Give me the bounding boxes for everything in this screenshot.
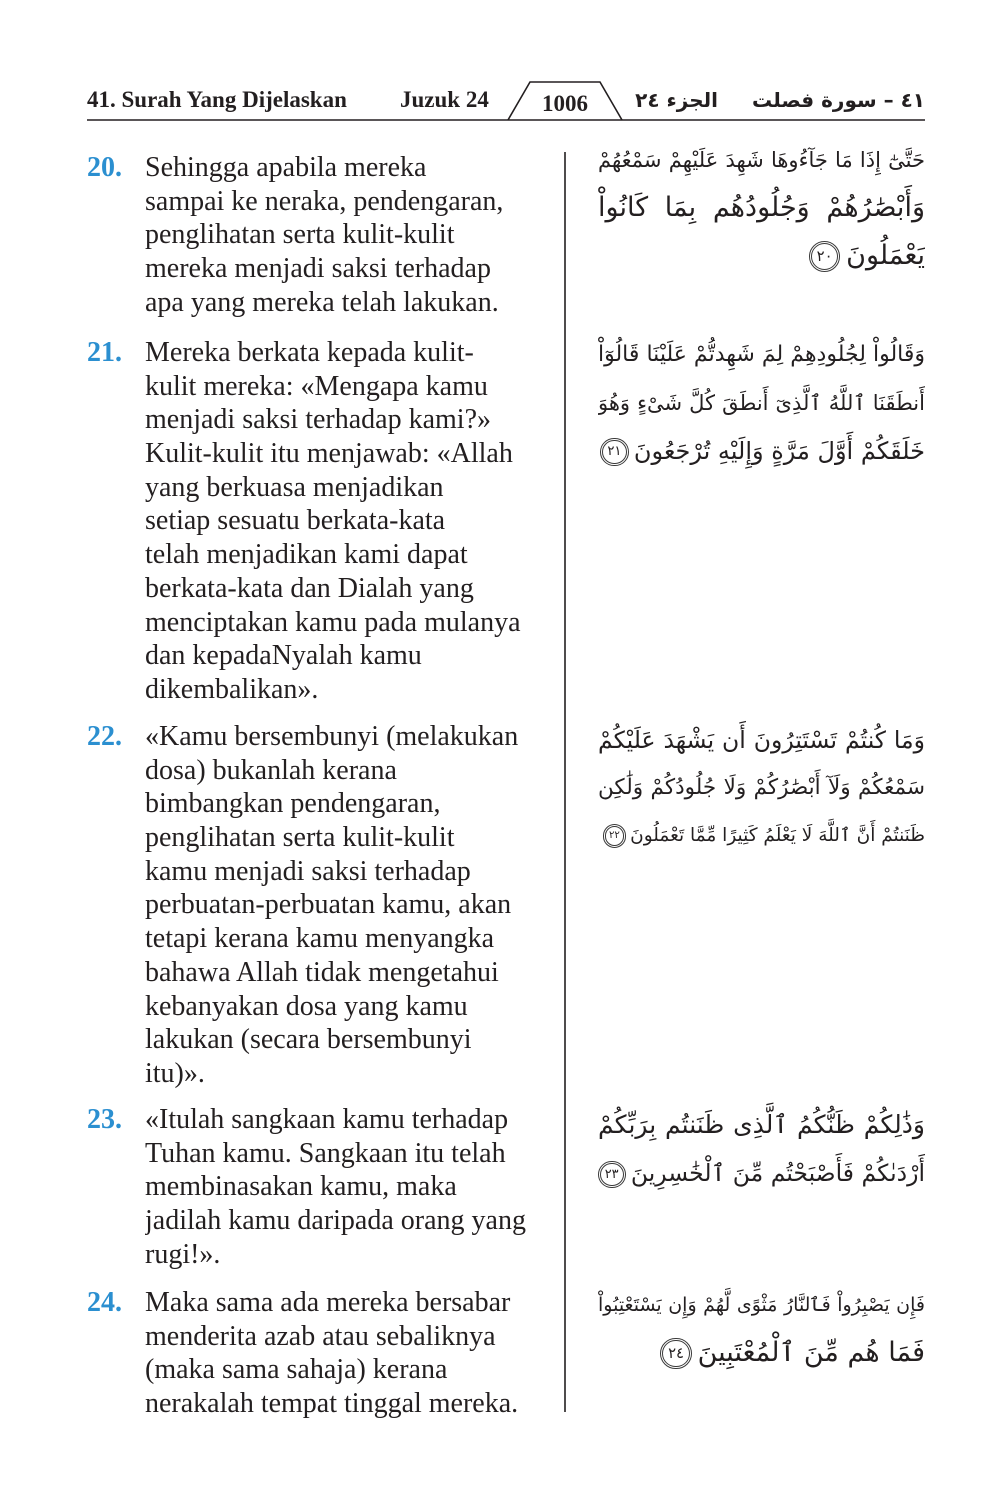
translation-line: itu)». (145, 1057, 205, 1089)
arabic-line-last (598, 1329, 925, 1377)
translation-line: menjadi saksi terhadap kami?» (145, 404, 491, 436)
translation-line: menderita azab atau sebaliknya (145, 1320, 496, 1352)
arabic-block (598, 716, 925, 860)
arabic-line: وَقَالُواْ لِجُلُودِهِمْ لِمَ شَهِدتُّمْ عَلَيْنَا قَالُوٓاْ (598, 342, 925, 367)
translation-line: mereka menjadi saksi terhadap (145, 253, 491, 285)
translation-line: penglihatan serta kulit-kulit (145, 219, 455, 251)
translation-line: lakukan (secara bersembunyi (145, 1024, 472, 1056)
arabic-line-text: أَرْدَىٰكُمْ فَأَصْبَحْتُم مِّنَ ٱلْخَٰسِرِينَ (630, 1159, 925, 1187)
translation-line: setiap sesuatu berkata-kata (145, 505, 446, 537)
arabic-line: أَنطَقَنَا ٱللَّهُ ٱلَّذِىٓ أَنطَقَ كُلَّ شَىْءٍ وَهُوَ (598, 391, 925, 415)
translation-block (145, 336, 557, 707)
arabic-line: وَأَبْصَٰرُهُمْ وَجُلُودُهُم بِمَا كَانُواْ (598, 192, 925, 223)
translation-line: apa yang mereka telah lakukan. (145, 286, 499, 318)
arabic-line: وَمَا كُنتُمْ تَسْتَتِرُونَ أَن يَشْهَدَ عَلَيْكُمْ (598, 726, 925, 754)
translation-line: penglihatan serta kulit-kulit (145, 822, 455, 854)
translation-line: menciptakan kamu pada mulanya (145, 606, 521, 638)
translation-line: dan kepadaNyalah kamu (145, 640, 422, 672)
verse-number: 20. (87, 152, 122, 183)
verse-number: 21. (87, 337, 122, 368)
arabic-line-last (598, 232, 925, 280)
arabic-line: وَذَٰلِكُمْ ظَنُّكُمُ ٱلَّذِى ظَنَنتُم بِرَبِّكُمْ (598, 1110, 925, 1139)
translation-line: kamu menjadi saksi terhadap (145, 855, 471, 887)
verse-end-marker: ٢١ (600, 438, 628, 466)
surah-title-arabic: ٤١ – سورة فصلت (752, 88, 925, 112)
translation-line: perbuatan-perbuatan kamu, akan (145, 889, 512, 921)
translation-block (145, 1286, 557, 1421)
translation-line: bimbangkan pendengaran, (145, 788, 441, 820)
translation-line: Kulit-kulit itu menjawab: «Allah (145, 438, 513, 470)
translation-line: Sehingga apabila mereka (145, 152, 427, 183)
translation-line: membinasakan kamu, maka (145, 1171, 457, 1203)
arabic-line-text: فَمَا هُم مِّنَ ٱلْمُعْتَبِينَ (697, 1337, 925, 1368)
translation-line: jadilah kamu daripada orang yang (145, 1205, 526, 1237)
arabic-block (598, 1281, 925, 1377)
verse-end-marker: ٢٠ (809, 241, 840, 272)
translation-line: (maka sama sahaja) kerana (145, 1354, 448, 1386)
verse-number: 24. (87, 1287, 122, 1318)
juz-label-arabic: الجزء ٢٤ (635, 88, 718, 112)
verse-number: 22. (87, 721, 122, 752)
arabic-line-text: يَعْمَلُونَ (846, 240, 925, 271)
translation-line: Tuhan kamu. Sangkaan itu telah (145, 1137, 506, 1169)
translation-line: Maka sama ada mereka bersabar (145, 1287, 511, 1318)
arabic-line-last (598, 1149, 925, 1197)
arabic-block (598, 1101, 925, 1197)
translation-line: kulit mereka: «Mengapa kamu (145, 370, 488, 402)
arabic-line-text: ظَنَنتُمْ أَنَّ ٱللَّهَ لَا يَعْلَمُ كَثِيرًا مِّمَّا تَعْمَلُونَ (630, 825, 925, 846)
verse-end-marker: ٢٢ (603, 824, 626, 847)
translation-block (145, 1103, 557, 1271)
verse-end-marker: ٢٤ (660, 1338, 691, 1369)
surah-title-latin: 41. Surah Yang Dijelaskan (87, 87, 347, 112)
translation-line: sampai ke neraka, pendengaran, (145, 185, 504, 217)
translation-line: tetapi kerana kamu menyangka (145, 923, 495, 955)
verse-end-marker: ٢٣ (598, 1161, 626, 1189)
verse-number: 23. (87, 1104, 122, 1135)
arabic-line: فَإِن يَصْبِرُواْ فَٱلنَّارُ مَثْوًى لَّهُمْ وَإِن يَسْتَعْتِبُواْ (598, 1294, 925, 1316)
translation-line: «Itulah sangkaan kamu terhadap (145, 1104, 509, 1135)
arabic-block (598, 331, 925, 475)
translation-line: kebanyakan dosa yang kamu (145, 990, 468, 1022)
translation-line: Mereka berkata kepada kulit- (145, 337, 474, 368)
page-number: 1006 (542, 91, 588, 116)
juz-label-latin: Juzuk 24 (400, 87, 489, 112)
translation-line: dikembalikan». (145, 673, 319, 705)
translation-line: berkata-kata dan Dialah yang (145, 572, 474, 604)
translation-line: telah menjadikan kami dapat (145, 539, 468, 571)
translation-line: yang berkuasa menjadikan (145, 471, 444, 503)
translation-block (145, 151, 557, 319)
translation-line: dosa) bukanlah kerana (145, 754, 397, 786)
arabic-line-text: خَلَقَكُمْ أَوَّلَ مَرَّةٍ وَإِلَيْهِ تُرْجَعُونَ (633, 437, 925, 465)
arabic-block (598, 136, 925, 280)
arabic-line: حَتَّىٰٓ إِذَا مَا جَآءُوهَا شَهِدَ عَلَيْهِمْ سَمْعُهُمْ (598, 148, 925, 172)
arabic-line-last (598, 427, 925, 475)
translation-line: nerakalah tempat tinggal mereka. (145, 1388, 519, 1420)
translation-line: rugi!». (145, 1238, 221, 1270)
arabic-line-last (598, 812, 925, 860)
translation-line: «Kamu bersembunyi (melakukan (145, 721, 519, 752)
translation-line: bahawa Allah tidak mengetahui (145, 956, 499, 988)
translation-block (145, 720, 557, 1091)
arabic-line: سَمْعُكُمْ وَلَآ أَبْصَٰرُكُمْ وَلَا جُلُودُكُمْ وَلَٰكِن (598, 775, 925, 800)
